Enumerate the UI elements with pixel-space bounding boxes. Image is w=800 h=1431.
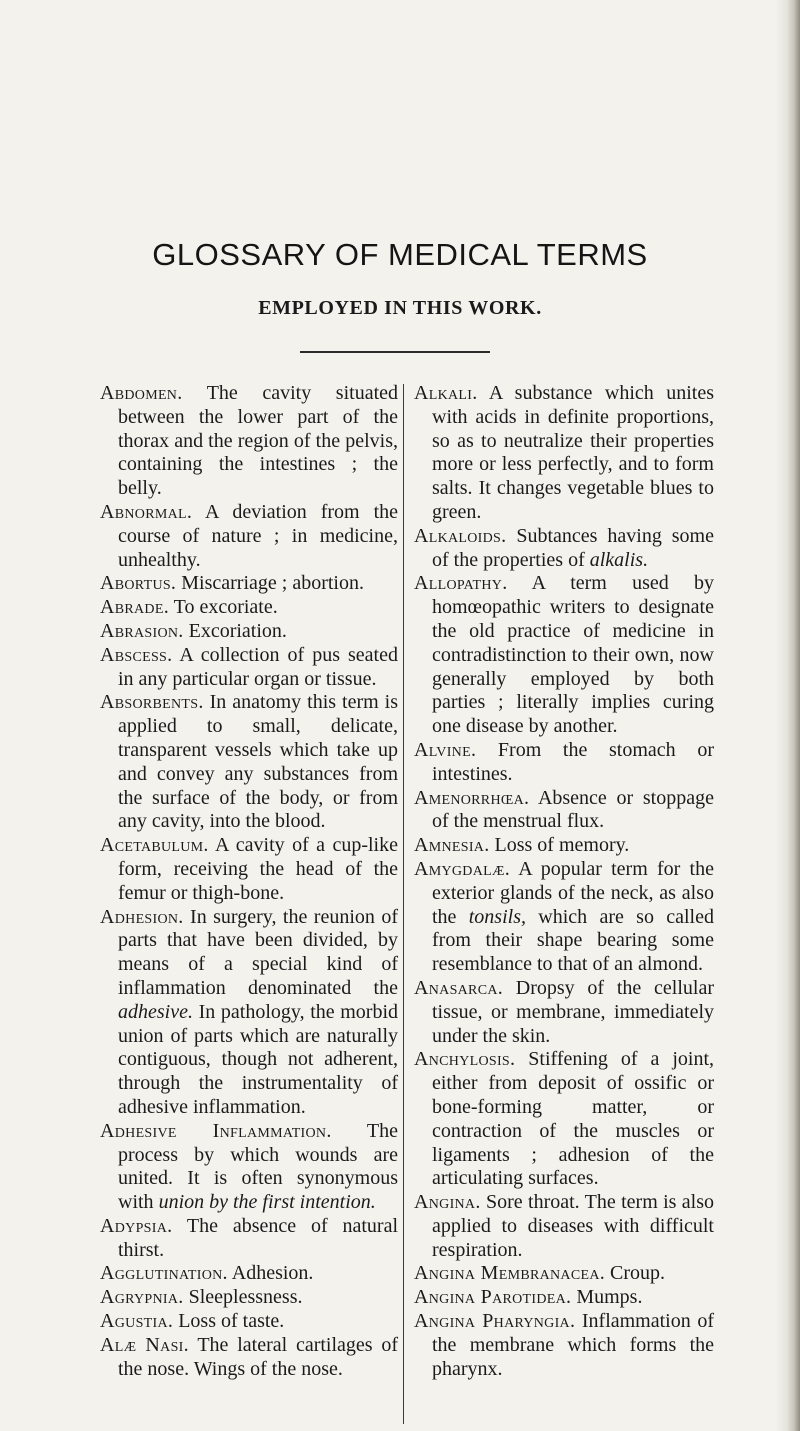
- glossary-term: Agustia.: [100, 1310, 174, 1333]
- glossary-definition: Dropsy of the cellular tissue, or membrane, immediately under the skin.: [432, 976, 714, 1047]
- glossary-entry: [100, 1262, 398, 1286]
- glossary-definition: Loss of memory.: [494, 834, 630, 857]
- glossary-definition: A cavity of a cup-like form, receiving the head of the femur or thigh-bone.: [118, 834, 398, 904]
- glossary-definition: Inflammation of the membrane which forms the pharynx.: [432, 1310, 714, 1380]
- glossary-term: Alæ Nasi.: [100, 1333, 189, 1356]
- glossary-term: Amnesia.: [414, 834, 490, 857]
- glossary-term: Adypsia.: [100, 1214, 173, 1237]
- glossary-definition: Stiffening of a joint, either from deposit of ossific or bone-forming matter, or contraction of the muscles or ligaments ; adhesion of the articulating surfaces.: [432, 1048, 714, 1190]
- glossary-definition: A deviation from the course of nature ; in medicine, unhealthy.: [118, 500, 398, 571]
- glossary-definition: Croup.: [610, 1262, 666, 1285]
- glossary-entry: [414, 977, 714, 1048]
- glossary-entry: [414, 1191, 714, 1262]
- glossary-definition: In surgery, the reunion of parts that have been divided, by means of a special kind of inflammation denominated the: [118, 905, 399, 999]
- glossary-definition: Sleeplessness.: [188, 1286, 303, 1309]
- glossary-definition: A substance which unites with acids in definite proportions, so as to neutralize their properties more or less perfectly, and to form salts. It changes vegetable blues to green.: [432, 382, 714, 523]
- page-shadow: [776, 0, 786, 1431]
- glossary-definition: A collection of pus seated in any particular organ or tissue.: [118, 643, 398, 690]
- glossary-entry: [414, 1048, 714, 1191]
- glossary-term: Abnormal.: [100, 500, 193, 523]
- glossary-term: Amygdalæ.: [414, 857, 511, 880]
- glossary-term: Angina Membranacea.: [414, 1262, 606, 1285]
- glossary-entry: [100, 1215, 398, 1263]
- glossary-definition: Subtances having some of the properties of: [432, 524, 714, 571]
- glossary-entry: [100, 596, 398, 620]
- glossary-term: Angina.: [414, 1191, 481, 1214]
- glossary-column-right: [414, 382, 714, 1381]
- glossary-entry: [100, 834, 398, 905]
- glossary-definition: From the stomach or intestines.: [432, 738, 714, 785]
- glossary-definition: The lateral cartilages of the nose. Wings of the nose.: [118, 1333, 398, 1380]
- column-divider: [403, 384, 404, 1424]
- glossary-column-left: [100, 382, 398, 1381]
- glossary-definition: The process by which wounds are united. It is often synonymous with: [118, 1119, 398, 1214]
- glossary-definition: A term used by homœopathic writers to designate the old practice of medicine in contradistinction to their own, now generally employed by both parties ; literally implies curing one disease by another.: [432, 572, 714, 738]
- page-subtitle: EMPLOYED IN THIS WORK.: [258, 297, 542, 319]
- glossary-entry: [414, 382, 714, 525]
- glossary-entry: [414, 572, 714, 739]
- glossary-entry: [414, 525, 714, 573]
- glossary-definition-emphasis: alkalis.: [589, 548, 649, 571]
- glossary-entry: [100, 572, 398, 596]
- glossary-entry: [414, 1286, 714, 1310]
- glossary-term: Abortus.: [100, 572, 177, 595]
- glossary-definition: To excoriate.: [173, 596, 278, 619]
- glossary-term: Abdomen.: [100, 382, 183, 404]
- glossary-entry: [100, 1334, 398, 1382]
- glossary-entry: [100, 620, 398, 644]
- glossary-term: Amenorrhœa.: [414, 786, 530, 809]
- glossary-entry: [100, 1120, 398, 1215]
- glossary-term: Abscess.: [100, 643, 173, 666]
- glossary-entry: [100, 1310, 398, 1334]
- glossary-definition-continued: In pathology, the morbid union of parts which are naturally contiguous, though not adherent, through the instrumentality of adhesive inflammation.: [118, 1000, 399, 1118]
- glossary-entry: [100, 906, 398, 1120]
- glossary-definition: The cavity situated between the lower part of the thorax and the region of the pelvis, containing the intestines ; the belly.: [118, 382, 399, 500]
- glossary-definition: Excoriation.: [188, 619, 287, 642]
- glossary-term: Allopathy.: [414, 572, 508, 595]
- glossary-term: Anchylosis.: [414, 1048, 516, 1071]
- glossary-entry: [414, 858, 714, 977]
- glossary-term: Agrypnia.: [100, 1286, 184, 1309]
- glossary-definition: In anatomy this term is applied to small, delicate, transparent vessels which take up and convey any substances from the surface of the body, or from any cavity, into the blood.: [118, 691, 398, 833]
- glossary-entry: [100, 382, 398, 501]
- page-edge: [786, 0, 800, 1431]
- glossary-term: Adhesive Inflammation.: [100, 1119, 332, 1142]
- glossary-definition: Miscarriage ; abortion.: [181, 572, 364, 595]
- glossary-term: Alkaloids.: [414, 524, 507, 547]
- glossary-term: Alvine.: [414, 738, 477, 761]
- glossary-entry: [414, 787, 714, 835]
- glossary-entry: [100, 1286, 398, 1310]
- glossary-entry: [414, 1262, 714, 1286]
- glossary-definition: Mumps.: [576, 1286, 643, 1309]
- glossary-entry: [100, 644, 398, 692]
- glossary-entry: [414, 834, 714, 858]
- glossary-definition-continued: which are so called from their shape bearing some resemblance to that of an almond.: [432, 905, 714, 976]
- glossary-definition: Adhesion.: [231, 1262, 314, 1285]
- glossary-entry: [100, 501, 398, 572]
- glossary-definition-emphasis: adhesive.: [118, 1000, 193, 1023]
- glossary-term: Anasarca.: [414, 976, 504, 999]
- glossary-definition-emphasis: tonsils,: [468, 905, 526, 928]
- glossary-term: Abrasion.: [100, 619, 184, 642]
- glossary-entry: [100, 691, 398, 834]
- glossary-term: Angina Parotidea.: [414, 1286, 572, 1309]
- glossary-term: Adhesion.: [100, 905, 184, 928]
- glossary-term: Alkali.: [414, 382, 478, 404]
- glossary-entry: [414, 739, 714, 787]
- glossary-definition: Loss of taste.: [178, 1310, 285, 1333]
- glossary-term: Agglutination.: [100, 1262, 228, 1285]
- glossary-definition: The absence of natural thirst.: [118, 1214, 398, 1261]
- glossary-definition: Sore throat. The term is also applied to diseases with difficult respiration.: [432, 1191, 715, 1261]
- glossary-definition: A popular term for the exterior glands of the neck, as also the: [432, 857, 714, 928]
- glossary-term: Angina Pharyngia.: [414, 1310, 576, 1333]
- glossary-definition-emphasis: union by the first intention.: [158, 1191, 376, 1214]
- title-rule: [300, 351, 490, 353]
- page-title: GLOSSARY OF MEDICAL TERMS: [152, 237, 648, 272]
- glossary-term: Absorbents.: [100, 691, 204, 714]
- glossary-definition: Absence or stoppage of the menstrual flux.: [432, 786, 714, 833]
- glossary-entry: [414, 1310, 714, 1381]
- glossary-term: Acetabulum.: [100, 834, 209, 857]
- glossary-term: Abrade.: [100, 596, 169, 619]
